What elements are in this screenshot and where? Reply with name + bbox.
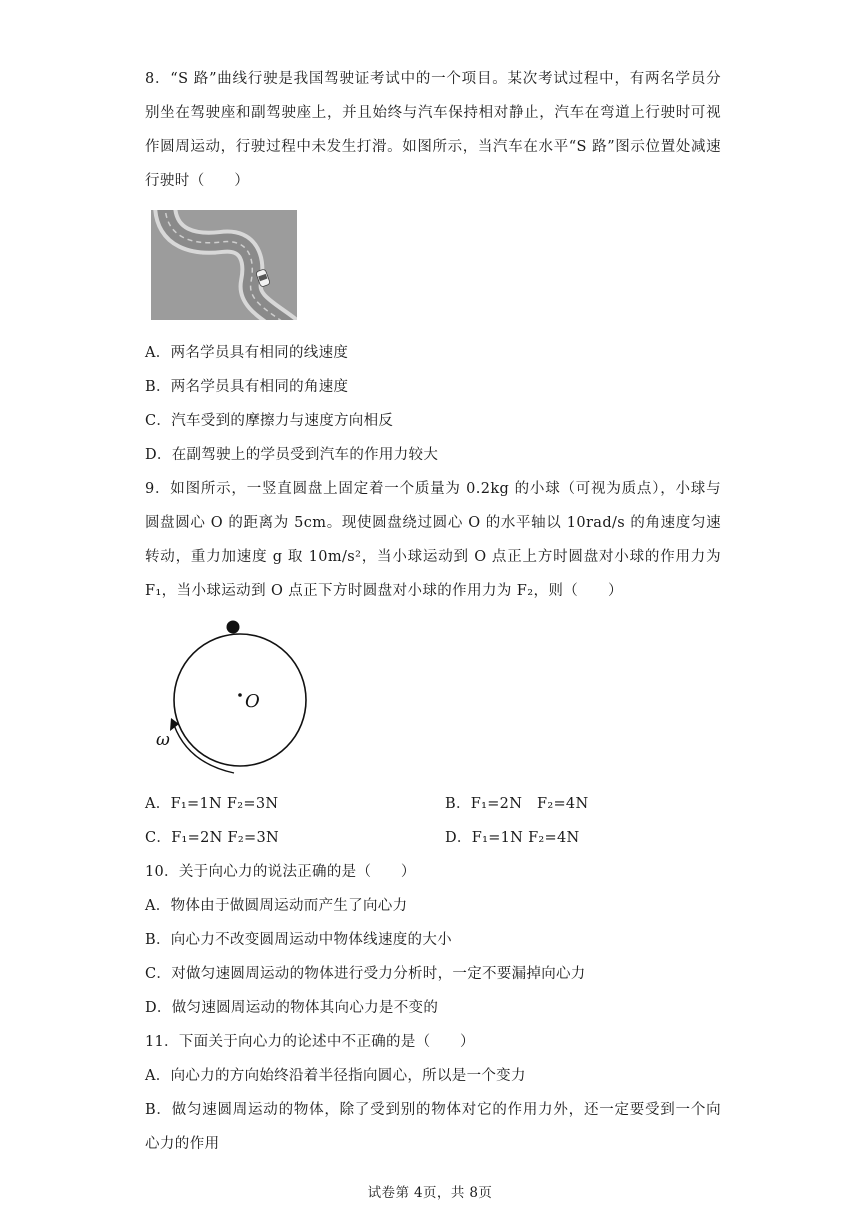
q8-option-d: D．在副驾驶上的学员受到汽车的作用力较大 (145, 447, 439, 463)
q9-option-d: D．F₁=1N F₂=4N (445, 830, 580, 846)
q10-option-c: C．对做匀速圆周运动的物体进行受力分析时，一定不要漏掉向心力 (145, 966, 586, 982)
q11-stem: 11．下面关于向心力的论述中不正确的是（ ） (145, 1034, 475, 1050)
s-road-image (151, 210, 297, 320)
page-footer: 试卷第 4页，共 8页 (367, 1185, 493, 1201)
q10-stem: 10．关于向心力的说法正确的是（ ） (145, 864, 416, 880)
q11-option-a: A．向心力的方向始终沿着半径指向圆心，所以是一个变力 (145, 1068, 526, 1084)
ball-dot (227, 621, 240, 634)
q10-option-b: B．向心力不改变圆周运动中物体线速度的大小 (145, 932, 452, 948)
q9-stem: 9．如图所示，一竖直圆盘上固定着一个质量为 0.2kg 的小球（可视为质点），小球与圆盘圆心 O 的距离为 5cm。现使圆盘绕过圆心 O 的水平轴以 10rad/s 的角速度匀速转动，重力加速度 g 取 10m/s²，当小球运动到 O 点正上方时圆盘对小球的作用力为 F₁，当小球运动到 O 点正下方时圆盘对小球的作用力为 F₂，则（ ） (145, 481, 721, 599)
rotating-disk-diagram (150, 615, 330, 780)
omega-label: ω (156, 730, 170, 750)
q10-option-a: A．物体由于做圆周运动而产生了向心力 (145, 898, 408, 914)
q8-option-b: B．两名学员具有相同的角速度 (145, 379, 349, 395)
q9-option-a: A．F₁=1N F₂=3N (145, 796, 279, 812)
q10-option-d: D．做匀速圆周运动的物体其向心力是不变的 (145, 1000, 439, 1016)
center-dot (238, 693, 242, 697)
q9-option-b: B．F₁=2N F₂=4N (445, 796, 589, 812)
disk-circle (174, 634, 306, 766)
q8-stem: 8．“S 路”曲线行驶是我国驾驶证考试中的一个项目。某次考试过程中，有两名学员分别坐在驾驶座和副驾驶座上，并且始终与汽车保持相对静止，汽车在弯道上行驶时可视作圆周运动，行驶过程中未发生打滑。如图所示，当汽车在水平“S 路”图示位置处减速行驶时（ ） (145, 71, 721, 189)
q11-option-b: B．做匀速圆周运动的物体，除了受到别的物体对它的作用力外，还一定要受到一个向心力的作用 (145, 1102, 721, 1152)
q8-option-c: C．汽车受到的摩擦力与速度方向相反 (145, 413, 394, 429)
center-label: O (245, 691, 260, 712)
q8-option-a: A．两名学员具有相同的线速度 (145, 345, 349, 361)
q9-option-c: C．F₁=2N F₂=3N (145, 830, 279, 846)
